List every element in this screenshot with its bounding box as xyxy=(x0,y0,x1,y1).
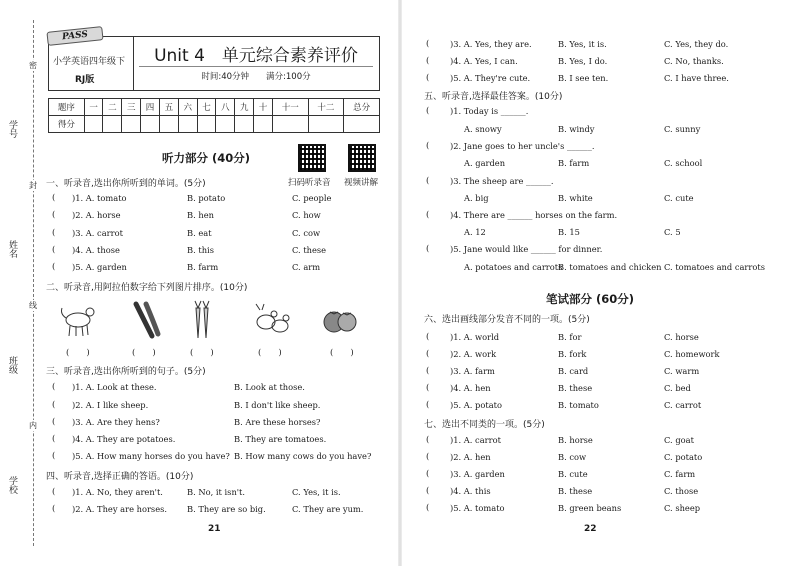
table-cell: 二 xyxy=(103,99,122,116)
table-cell: 十一 xyxy=(272,99,308,116)
option-b: B. They are so big. xyxy=(187,504,266,514)
table-cell: 八 xyxy=(216,99,235,116)
seal-mark: 封 xyxy=(29,181,37,190)
answer-paren[interactable]: ( ) xyxy=(132,348,156,358)
answer-paren[interactable]: ( xyxy=(52,434,56,444)
score-cell[interactable] xyxy=(84,116,103,133)
table-cell: 六 xyxy=(178,99,197,116)
answer-paren[interactable]: ( xyxy=(426,244,430,254)
answer-paren[interactable]: ( xyxy=(52,417,56,427)
option-b: B. No, it isn't. xyxy=(187,487,246,497)
answer-paren[interactable]: ( xyxy=(52,400,56,410)
question-text: )2. A. They are horses. xyxy=(72,504,167,514)
score-cell[interactable] xyxy=(272,116,308,133)
qr-code-audio[interactable] xyxy=(298,144,326,172)
option-c: C. how xyxy=(292,210,321,220)
qr-code-video[interactable] xyxy=(348,144,376,172)
class-label: 班级 xyxy=(7,356,17,374)
answer-paren[interactable]: ( xyxy=(426,366,430,376)
score-cell[interactable] xyxy=(159,116,178,133)
option-b: B. green beans xyxy=(558,503,622,513)
option-c: C. bed xyxy=(664,383,691,393)
hens-picture xyxy=(248,300,292,340)
test-header xyxy=(48,29,380,91)
answer-paren[interactable]: ( xyxy=(52,487,56,497)
question-text: )3. A. Are they hens? xyxy=(72,417,160,427)
seal-mark: 内 xyxy=(29,421,37,430)
answer-paren[interactable]: ( xyxy=(52,451,56,461)
answer-paren[interactable]: ( xyxy=(52,382,56,392)
question-text: )1. A. No, they aren't. xyxy=(72,487,163,497)
table-cell: 九 xyxy=(235,99,254,116)
score-cell[interactable] xyxy=(197,116,216,133)
horses-picture xyxy=(56,300,100,340)
question-text: )5. A. garden xyxy=(72,262,127,272)
option-b: B. eat xyxy=(187,228,212,238)
score-cell[interactable] xyxy=(178,116,197,133)
option-b: B. white xyxy=(558,193,593,203)
option-b: B. Look at those. xyxy=(234,382,305,392)
tomatoes-picture xyxy=(318,300,362,340)
option-b: B. these xyxy=(558,486,593,496)
score-cell[interactable] xyxy=(344,116,380,133)
answer-paren[interactable]: ( xyxy=(426,503,430,513)
answer-paren[interactable]: ( xyxy=(426,141,430,151)
answer-paren[interactable]: ( xyxy=(52,262,56,272)
option-c: C. tomatoes and carrots xyxy=(664,262,765,272)
part4-title: 四、听录音,选择正确的答语。(10分) xyxy=(46,472,194,482)
answer-paren[interactable]: ( ) xyxy=(190,348,214,358)
part6-title: 六、选出画线部分发音不同的一项。(5分) xyxy=(424,315,590,325)
part1-title: 一、听录音,选出你所听到的单词。(5分) xyxy=(46,179,206,189)
table-cell: 题序 xyxy=(49,99,85,116)
right-page xyxy=(400,0,800,566)
question-text: )3. A. farm xyxy=(450,366,495,376)
table-cell: 五 xyxy=(159,99,178,116)
option-c: C. people xyxy=(292,193,332,203)
option-b: B. farm xyxy=(187,262,219,272)
option-b: B. tomato xyxy=(558,400,599,410)
answer-paren[interactable]: ( xyxy=(426,435,430,445)
option-c: C. I have three. xyxy=(664,73,729,83)
question-text: )5. A. They're cute. xyxy=(450,73,531,83)
score-cell[interactable] xyxy=(216,116,235,133)
carrots-picture xyxy=(180,300,224,340)
answer-paren[interactable]: ( ) xyxy=(330,348,354,358)
question-text: )1. A. world xyxy=(450,332,500,342)
binding-margin xyxy=(0,0,40,566)
answer-paren[interactable]: ( xyxy=(426,400,430,410)
score-cell[interactable] xyxy=(235,116,254,133)
option-c: C. cute xyxy=(664,193,694,203)
question-text: )2. A. work xyxy=(450,349,497,359)
question-text: )1. A. tomato xyxy=(72,193,127,203)
option-c: C. cow xyxy=(292,228,321,238)
option-c: C. school xyxy=(664,158,703,168)
edition-label: RJ版 xyxy=(75,75,95,85)
option-c: C. Yes, it is. xyxy=(292,487,341,497)
table-cell: 十 xyxy=(254,99,273,116)
option-b: B. this xyxy=(187,245,214,255)
seal-mark: 线 xyxy=(29,301,37,310)
answer-paren[interactable]: ( xyxy=(52,228,56,238)
writing-section-title: 笔试部分 (60分) xyxy=(546,292,635,306)
score-table-score-row xyxy=(49,116,380,133)
option-b: B. 15 xyxy=(558,227,580,237)
part2-title: 二、听录音,用阿拉伯数字给下列图片排序。(10分) xyxy=(46,283,248,293)
option-c: C. goat xyxy=(664,435,694,445)
option-c: C. potato xyxy=(664,452,703,462)
question-text: )4. A. They are potatoes. xyxy=(72,434,176,444)
part3-title: 三、听录音,选出你所听到的句子。(5分) xyxy=(46,367,206,377)
option-c: C. those xyxy=(664,486,699,496)
question-text: )4. A. Yes, I can. xyxy=(450,56,518,66)
option-c: C. No, thanks. xyxy=(664,56,724,66)
option-b: B. I see ten. xyxy=(558,73,609,83)
question-text: )4. A. this xyxy=(450,486,491,496)
student-id-label: 学号 xyxy=(7,120,17,138)
answer-paren[interactable]: ( xyxy=(426,486,430,496)
table-cell: 三 xyxy=(122,99,141,116)
qr-video-label: 视频讲解 xyxy=(344,178,379,188)
answer-paren[interactable]: ( xyxy=(426,452,430,462)
option-b: B. I don't like sheep. xyxy=(234,400,321,410)
option-a: A. potatoes and carrots xyxy=(464,262,563,272)
option-b: B. tomatoes and chicken xyxy=(558,262,662,272)
question-text: )5. Jane would like ______ for dinner. xyxy=(450,244,603,254)
score-cell[interactable] xyxy=(141,116,160,133)
option-b: B. Yes, it is. xyxy=(558,39,607,49)
question-text: )5. A. tomato xyxy=(450,503,505,513)
option-a: A. 12 xyxy=(464,227,486,237)
question-text: )4. A. those xyxy=(72,245,120,255)
option-c: C. 5 xyxy=(664,227,681,237)
page-number-left: 21 xyxy=(208,524,221,534)
answer-paren[interactable]: ( xyxy=(426,210,430,220)
answer-paren[interactable]: ( xyxy=(426,73,430,83)
option-b: B. potato xyxy=(187,193,226,203)
answer-paren[interactable]: ( xyxy=(426,176,430,186)
table-cell: 四 xyxy=(141,99,160,116)
option-b: B. for xyxy=(558,332,582,342)
option-c: C. farm xyxy=(664,469,696,479)
question-text: )2. A. horse xyxy=(72,210,121,220)
option-c: C. Yes, they do. xyxy=(664,39,729,49)
answer-paren[interactable]: ( xyxy=(52,193,56,203)
pass-badge: PASS xyxy=(46,26,103,46)
table-cell: 十二 xyxy=(308,99,344,116)
page-number-right: 22 xyxy=(584,524,597,534)
option-c: C. They are yum. xyxy=(292,504,364,514)
option-c: C. warm xyxy=(664,366,700,376)
answer-paren[interactable]: ( xyxy=(426,469,430,479)
question-text: )1. A. carrot xyxy=(450,435,501,445)
answer-paren[interactable]: ( xyxy=(52,210,56,220)
table-cell: 得分 xyxy=(49,116,85,133)
question-text: )3. The sheep are ______. xyxy=(450,176,554,186)
option-b: B. farm xyxy=(558,158,590,168)
answer-paren[interactable]: ( xyxy=(426,56,430,66)
option-c: C. sunny xyxy=(664,124,701,134)
option-b: B. Yes, I do. xyxy=(558,56,608,66)
green-beans-picture xyxy=(124,300,168,340)
option-b: B. these xyxy=(558,383,593,393)
option-b: B. hen xyxy=(187,210,214,220)
option-b: B. card xyxy=(558,366,589,376)
grade-label: 小学英语四年级下 xyxy=(53,57,126,67)
option-b: B. horse xyxy=(558,435,593,445)
option-b: B. fork xyxy=(558,349,587,359)
question-text: )3. A. carrot xyxy=(72,228,123,238)
listening-section-title: 听力部分 (40分) xyxy=(162,151,251,165)
option-b: B. cow xyxy=(558,452,587,462)
question-text: )5. A. potato xyxy=(450,400,502,410)
score-cell[interactable] xyxy=(122,116,141,133)
score-cell[interactable] xyxy=(254,116,273,133)
answer-paren[interactable]: ( xyxy=(426,383,430,393)
part5-title: 五、听录音,选择最佳答案。(10分) xyxy=(424,92,563,102)
option-a: A. big xyxy=(464,193,489,203)
score-table-header-row xyxy=(49,99,380,116)
answer-paren[interactable]: ( xyxy=(426,332,430,342)
answer-paren[interactable]: ( xyxy=(52,245,56,255)
question-text: )3. A. Yes, they are. xyxy=(450,39,532,49)
option-c: C. homework xyxy=(664,349,720,359)
option-c: C. sheep xyxy=(664,503,701,513)
question-text: )1. A. Look at these. xyxy=(72,382,157,392)
answer-paren[interactable]: ( ) xyxy=(66,348,90,358)
name-label: 姓名 xyxy=(7,240,17,258)
answer-paren[interactable]: ( xyxy=(426,349,430,359)
table-cell: 总分 xyxy=(344,99,380,116)
option-c: C. these xyxy=(292,245,327,255)
score-table xyxy=(48,98,380,133)
answer-paren[interactable]: ( xyxy=(426,106,430,116)
question-text: )2. A. hen xyxy=(450,452,491,462)
option-b: B. Are these horses? xyxy=(234,417,321,427)
option-a: A. garden xyxy=(464,158,506,168)
score-cell[interactable] xyxy=(103,116,122,133)
option-c: C. arm xyxy=(292,262,321,272)
option-b: B. windy xyxy=(558,124,595,134)
option-b: B. cute xyxy=(558,469,588,479)
answer-paren[interactable]: ( ) xyxy=(258,348,282,358)
option-b: B. They are tomatoes. xyxy=(234,434,327,444)
answer-paren[interactable]: ( xyxy=(426,39,430,49)
qr-audio-label: 扫码听录音 xyxy=(288,178,331,188)
table-cell: 七 xyxy=(197,99,216,116)
question-text: )5. A. How many horses do you have? xyxy=(72,451,230,461)
question-text: )4. A. hen xyxy=(450,383,491,393)
seal-mark: 密 xyxy=(29,61,37,70)
question-text: )2. A. I like sheep. xyxy=(72,400,149,410)
option-c: C. carrot xyxy=(664,400,702,410)
option-c: C. horse xyxy=(664,332,699,342)
option-b: B. How many cows do you have? xyxy=(234,451,372,461)
answer-paren[interactable]: ( xyxy=(52,504,56,514)
page-title: Unit 4 单元综合素养评价 xyxy=(154,46,358,66)
question-text: )4. There are ______ horses on the farm. xyxy=(450,210,618,220)
question-text: )2. Jane goes to her uncle's ______. xyxy=(450,141,595,151)
table-cell: 一 xyxy=(84,99,103,116)
question-text: )1. Today is ______. xyxy=(450,106,529,116)
option-a: A. snowy xyxy=(464,124,502,134)
school-label: 学校 xyxy=(7,476,17,494)
question-text: )3. A. garden xyxy=(450,469,505,479)
part7-title: 七、选出不同类的一项。(5分) xyxy=(424,420,545,430)
score-cell[interactable] xyxy=(308,116,344,133)
time-score-info: 时间:40分钟 满分:100分 xyxy=(201,72,311,82)
